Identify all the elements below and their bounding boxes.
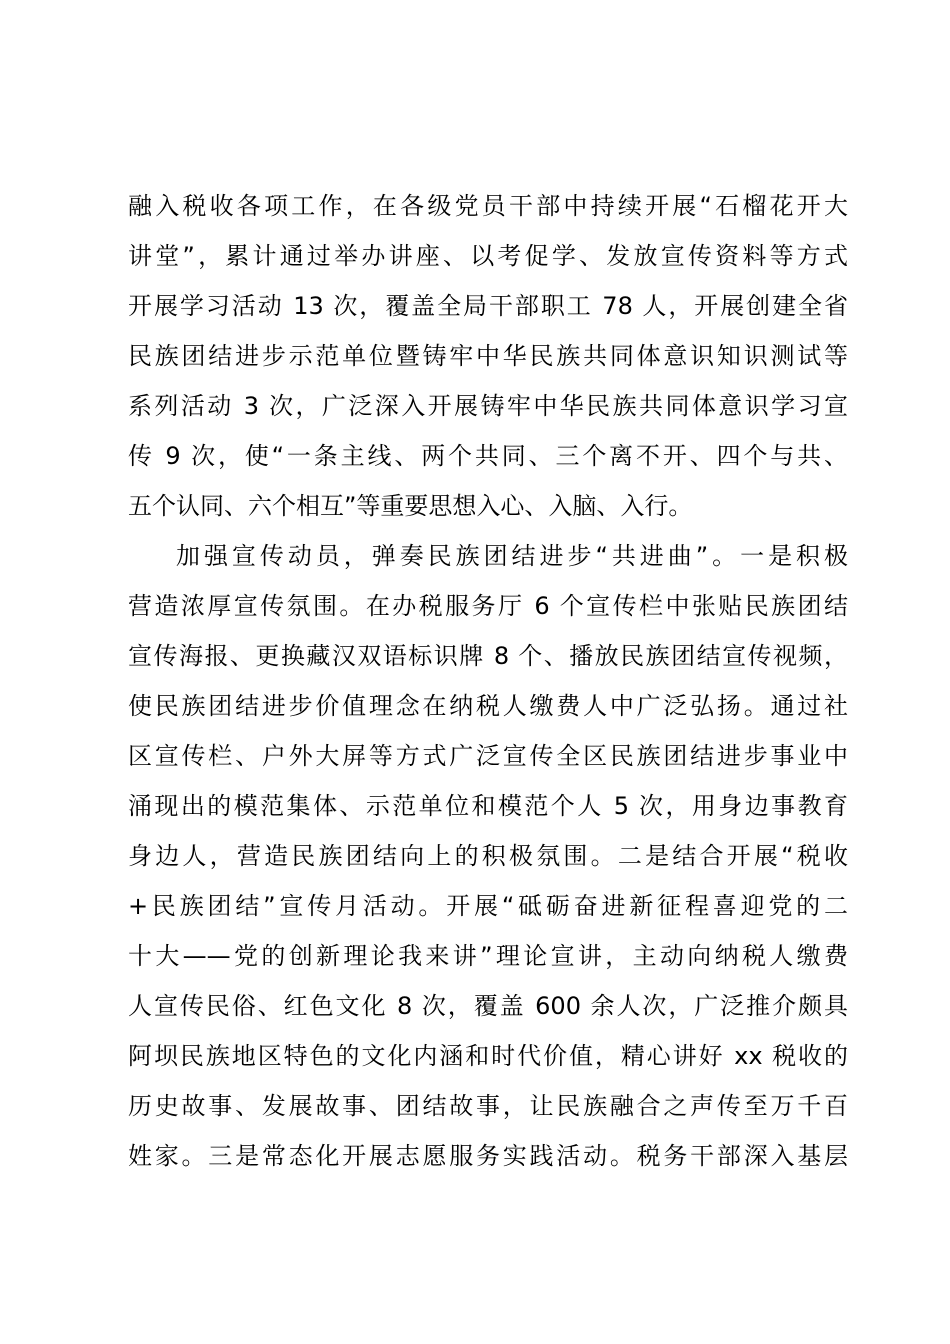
text-line: 历史故事、发展故事、团结故事，让民族融合之声传至万千百 [128,1092,848,1120]
text-line: 宣传海报、更换藏汉双语标识牌 8 个、播放民族团结宣传视频， [128,642,848,670]
body-text [128,181,848,1181]
paragraph-2 [128,531,848,1181]
text-line: 身边人，营造民族团结向上的积极氛围。二是结合开展“税收 [128,842,848,870]
text-line: 十大——党的创新理论我来讲”理论宣讲，主动向纳税人缴费 [128,942,848,970]
text-line: 融入税收各项工作，在各级党员干部中持续开展“石榴花开大 [128,192,848,220]
text-line: 阿坝民族地区特色的文化内涵和时代价值，精心讲好 xx 税收的 [128,1042,848,1070]
text-line: 民族团结进步示范单位暨铸牢中华民族共同体意识知识测试等 [128,342,848,370]
text-line: 涌现出的模范集体、示范单位和模范个人 5 次，用身边事教育 [128,792,848,820]
text-line: 传 9 次，使“一条主线、两个共同、三个离不开、四个与共、 [128,442,848,470]
text-line: 加强宣传动员，弹奏民族团结进步“共进曲”。一是积极 [176,542,848,570]
text-line: 开展学习活动 13 次，覆盖全局干部职工 78 人，开展创建全省 [128,292,848,320]
text-line: 系列活动 3 次，广泛深入开展铸牢中华民族共同体意识学习宣 [128,392,848,420]
text-line: 营造浓厚宣传氛围。在办税服务厅 6 个宣传栏中张贴民族团结 [128,592,848,620]
text-line: 使民族团结进步价值理念在纳税人缴费人中广泛弘扬。通过社 [128,692,848,720]
text-line: +民族团结”宣传月活动。开展“砥砺奋进新征程喜迎党的二 [128,892,848,920]
text-line: 姓家。三是常态化开展志愿服务实践活动。税务干部深入基层 [128,1142,848,1170]
text-line: 人宣传民俗、红色文化 8 次，覆盖 600 余人次，广泛推介颇具 [128,992,848,1020]
text-line: 五个认同、六个相互”等重要思想入心、入脑、入行。 [128,492,693,520]
text-line: 区宣传栏、户外大屏等方式广泛宣传全区民族团结进步事业中 [128,742,848,770]
text-line: 讲堂”，累计通过举办讲座、以考促学、发放宣传资料等方式 [128,242,848,270]
paragraph-1 [128,181,848,531]
